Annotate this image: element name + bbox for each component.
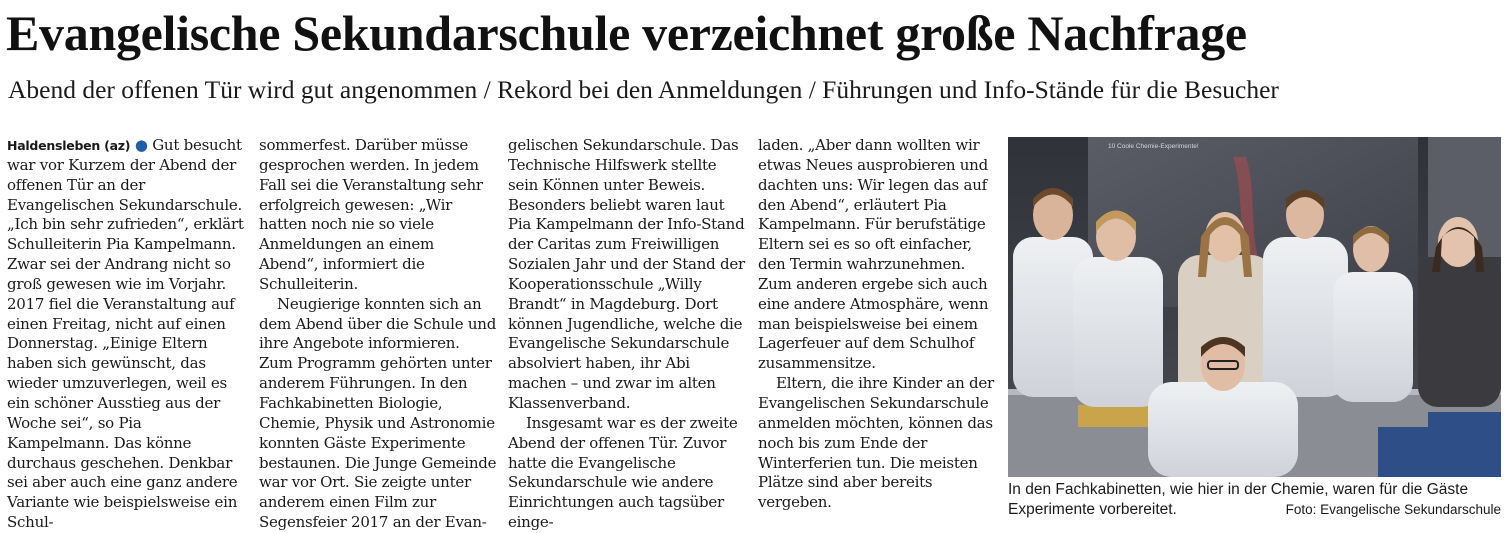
photo-caption xyxy=(1008,480,1501,519)
photo-credit: Foto: Evangelische Sekundarschule xyxy=(1285,501,1501,517)
paragraph xyxy=(7,136,245,533)
caption-text: In den Fachkabinetten, wie hier in der Chemie, waren für die Gäste Experimente vorbereitet. xyxy=(1008,481,1469,518)
paragraph: Eltern, die ihre Kinder an der Evangelischen Sekundarschule anmelden möchten, können das noch bis zum Ende der Winterferien tun. Die meisten Plätze sind aber bereits vergeben. xyxy=(758,374,994,512)
subheadline: Abend der offenen Tür wird gut angenommen / Rekord bei den Anmeldungen / Führungen und Info-Stände für die Besucher xyxy=(8,75,1279,104)
paragraph-text: Gut besucht war vor Kurzem der Abend der offenen Tür an der Evangelischen Sekundarschule. „Ich bin sehr zufrieden“, erklärt Schulleiterin Pia Kampelmann. Zwar sei der Andrang nicht so groß gewesen wie im Vorjahr. 2017 fiel die Veranstaltung auf einen Freitag, nicht auf einen Donnerstag. „Einige Eltern haben sich gewünscht, das wieder umzuverlegen, weil es ein schöner Ausstieg aus der Woche sei“, so Pia Kampelmann. Das könne durchaus geschehen. Denkbar sei aber auch eine ganz andere Variante wie beispielsweise ein Schul- xyxy=(7,136,244,532)
paragraph: Insgesamt war es der zweite Abend der offenen Tür. Zuvor hatte die Evangelische Sekundarschule wie andere Einrichtungen auch tagsüber einge- xyxy=(508,413,738,532)
article-column-3 xyxy=(508,136,746,533)
article-column-2 xyxy=(259,136,497,533)
headline: Evangelische Sekundarschule verzeichnet große Nachfrage xyxy=(6,5,1247,61)
dateline: Haldensleben (az) xyxy=(7,138,131,153)
photo-illustration xyxy=(1008,137,1501,477)
article-photo xyxy=(1008,137,1501,477)
article-column-1 xyxy=(7,136,245,533)
paragraph: sommerfest. Darüber müsse gesprochen werden. In jedem Fall sei die Veranstaltung sehr erfolgreich gewesen: „Wir hatten noch nie so viele Anmeldungen an einem Abend“, informiert die Schulleiterin. xyxy=(259,136,483,293)
screen-title: 10 Coole Chemie-Experimente! xyxy=(1108,143,1199,150)
paragraph: Neugierige konnten sich an dem Abend über die Schule und ihre Angebote informieren. Zum Programm gehörten unter anderem Führungen. In den Fachkabinetten Biologie, Chemie, Physik und Astronomie konnten Gäste Experimente bestaunen. Die Junge Gemeinde war vor Ort. Sie zeigte unter anderem einen Film zur Segensfeier 2017 an der Evan- xyxy=(259,294,497,532)
article-column-4 xyxy=(758,136,996,513)
bullet-icon: ● xyxy=(134,136,148,154)
paragraph: laden. „Aber dann wollten wir etwas Neues ausprobieren und dachten uns: Wir legen das auf den Abend“, erläutert Pia Kampelmann. Für berufstätige Eltern sei es so oft einfacher, den Termin wahrzunehmen. Zum anderen ergebe sich auch eine andere Atmosphäre, wenn man beispielsweise bei einem Lagerfeuer auf dem Schulhof zusammensitze. xyxy=(758,136,989,373)
paragraph: gelischen Sekundarschule. Das Technische Hilfswerk stellte sein Können unter Beweis. Besonders beliebt waren laut Pia Kampelmann der Info-Stand der Caritas zum Freiwilligen Sozialen Jahr und der Stand der Kooperationsschule „Willy Brandt“ in Magdeburg. Dort können Jugendliche, welche die Evangelische Sekundarschule absolviert haben, ihr Abi machen – und zwar im alten Klassenverband. xyxy=(508,136,745,412)
